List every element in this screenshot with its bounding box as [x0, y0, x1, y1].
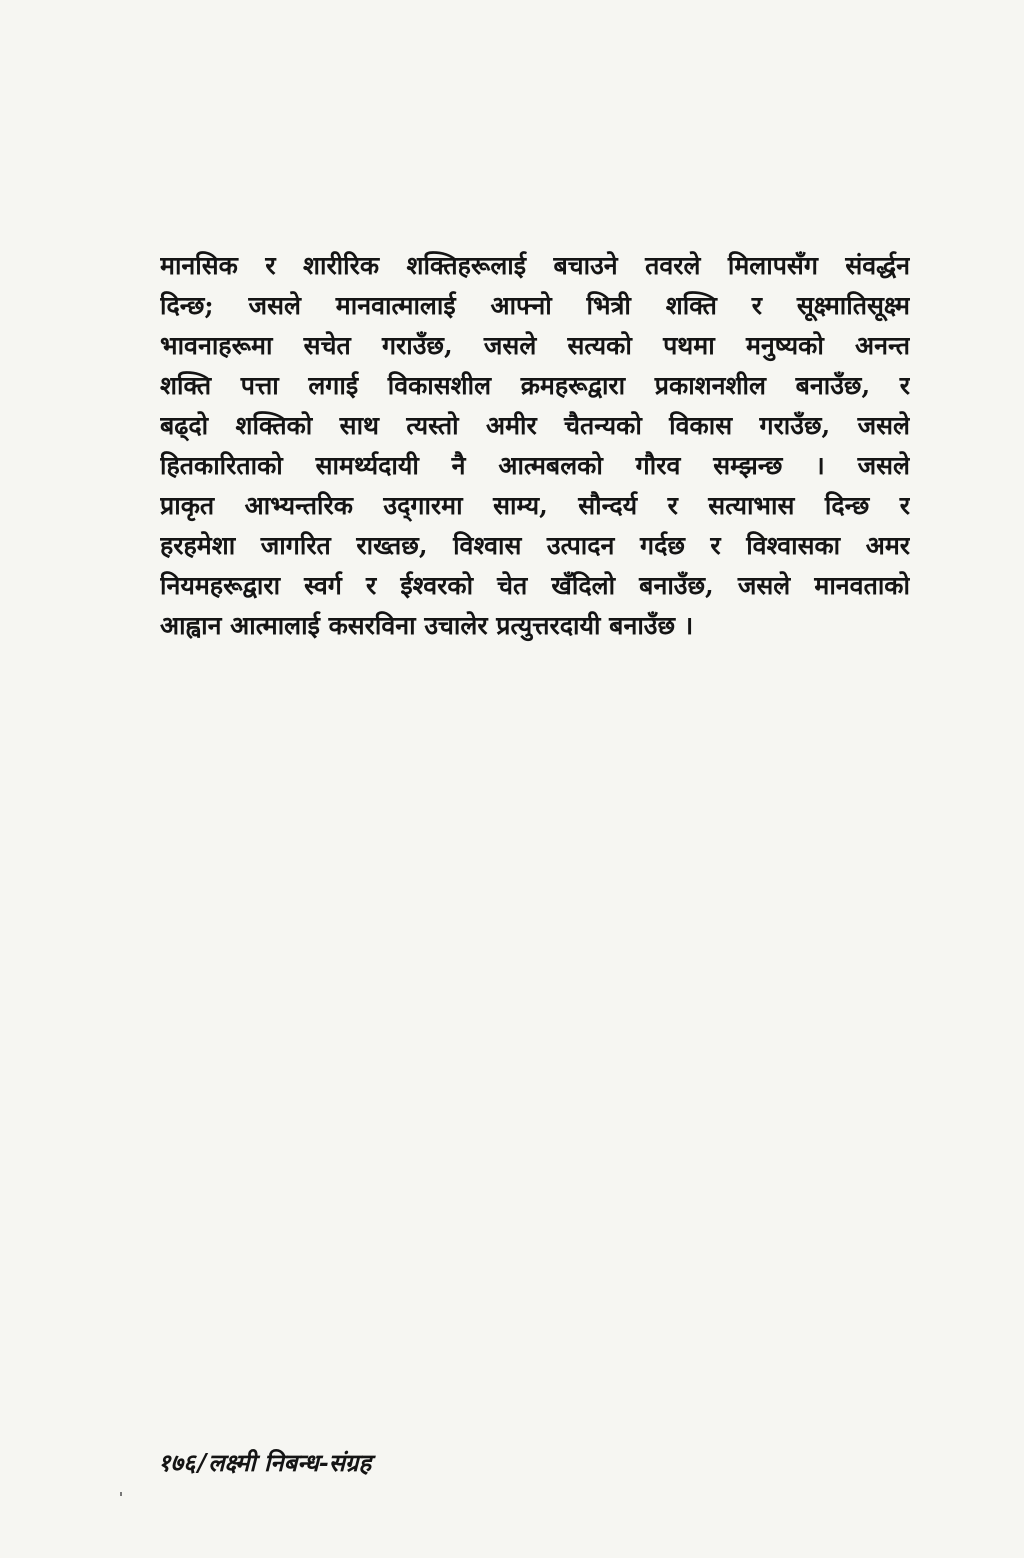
- page-number: १७६: [158, 1448, 196, 1477]
- paragraph-line-9: नियमहरूद्वारा स्वर्ग र ईश्वरको चेत खँदिलो बनाउँछ, जसले मानवताको: [160, 571, 910, 600]
- paragraph-line-4: शक्ति पत्ता लगाई विकासशील क्रमहरूद्वारा प्रकाशनशील बनाउँछ, र: [160, 371, 910, 400]
- footer-separator: /: [197, 1448, 207, 1477]
- paragraph-line-5: बढ्दो शक्तिको साथ त्यस्तो अमीर चैतन्यको विकास गराउँछ, जसले: [160, 411, 910, 440]
- paragraph-line-10: आह्वान आत्मालाई कसरविना उचालेर प्रत्युत्तरदायी बनाउँछ ।: [160, 611, 694, 640]
- paragraph-line-7: प्राकृत आभ्यन्तरिक उद्‌गारमा साम्य, सौन्दर्य र सत्याभास दिन्छ र: [160, 491, 910, 520]
- paragraph-line-3: भावनाहरूमा सचेत गराउँछ, जसले सत्यको पथमा मनुष्यको अनन्त: [160, 331, 910, 360]
- scan-speck: [120, 1492, 122, 1496]
- paragraph-line-6: हितकारिताको सामर्थ्यदायी नै आत्मबलको गौरव सम्झन्छ । जसले: [160, 451, 910, 480]
- book-title: लक्ष्मी निबन्ध-संग्रह: [208, 1448, 372, 1477]
- paragraph-line-2: दिन्छ; जसले मानवात्मालाई आफ्नो भित्री शक्ति र सूक्ष्मातिसूक्ष्म: [160, 291, 910, 320]
- body-paragraph: [160, 246, 910, 646]
- paragraph-line-1: मानसिक र शारीरिक शक्तिहरूलाई बचाउने तवरले मिलापसँग संवर्द्धन: [160, 251, 910, 280]
- page-footer: [158, 1446, 371, 1479]
- paragraph-line-8: हरहमेशा जागरित राख्तछ, विश्वास उत्पादन गर्दछ र विश्वासका अमर: [160, 531, 910, 560]
